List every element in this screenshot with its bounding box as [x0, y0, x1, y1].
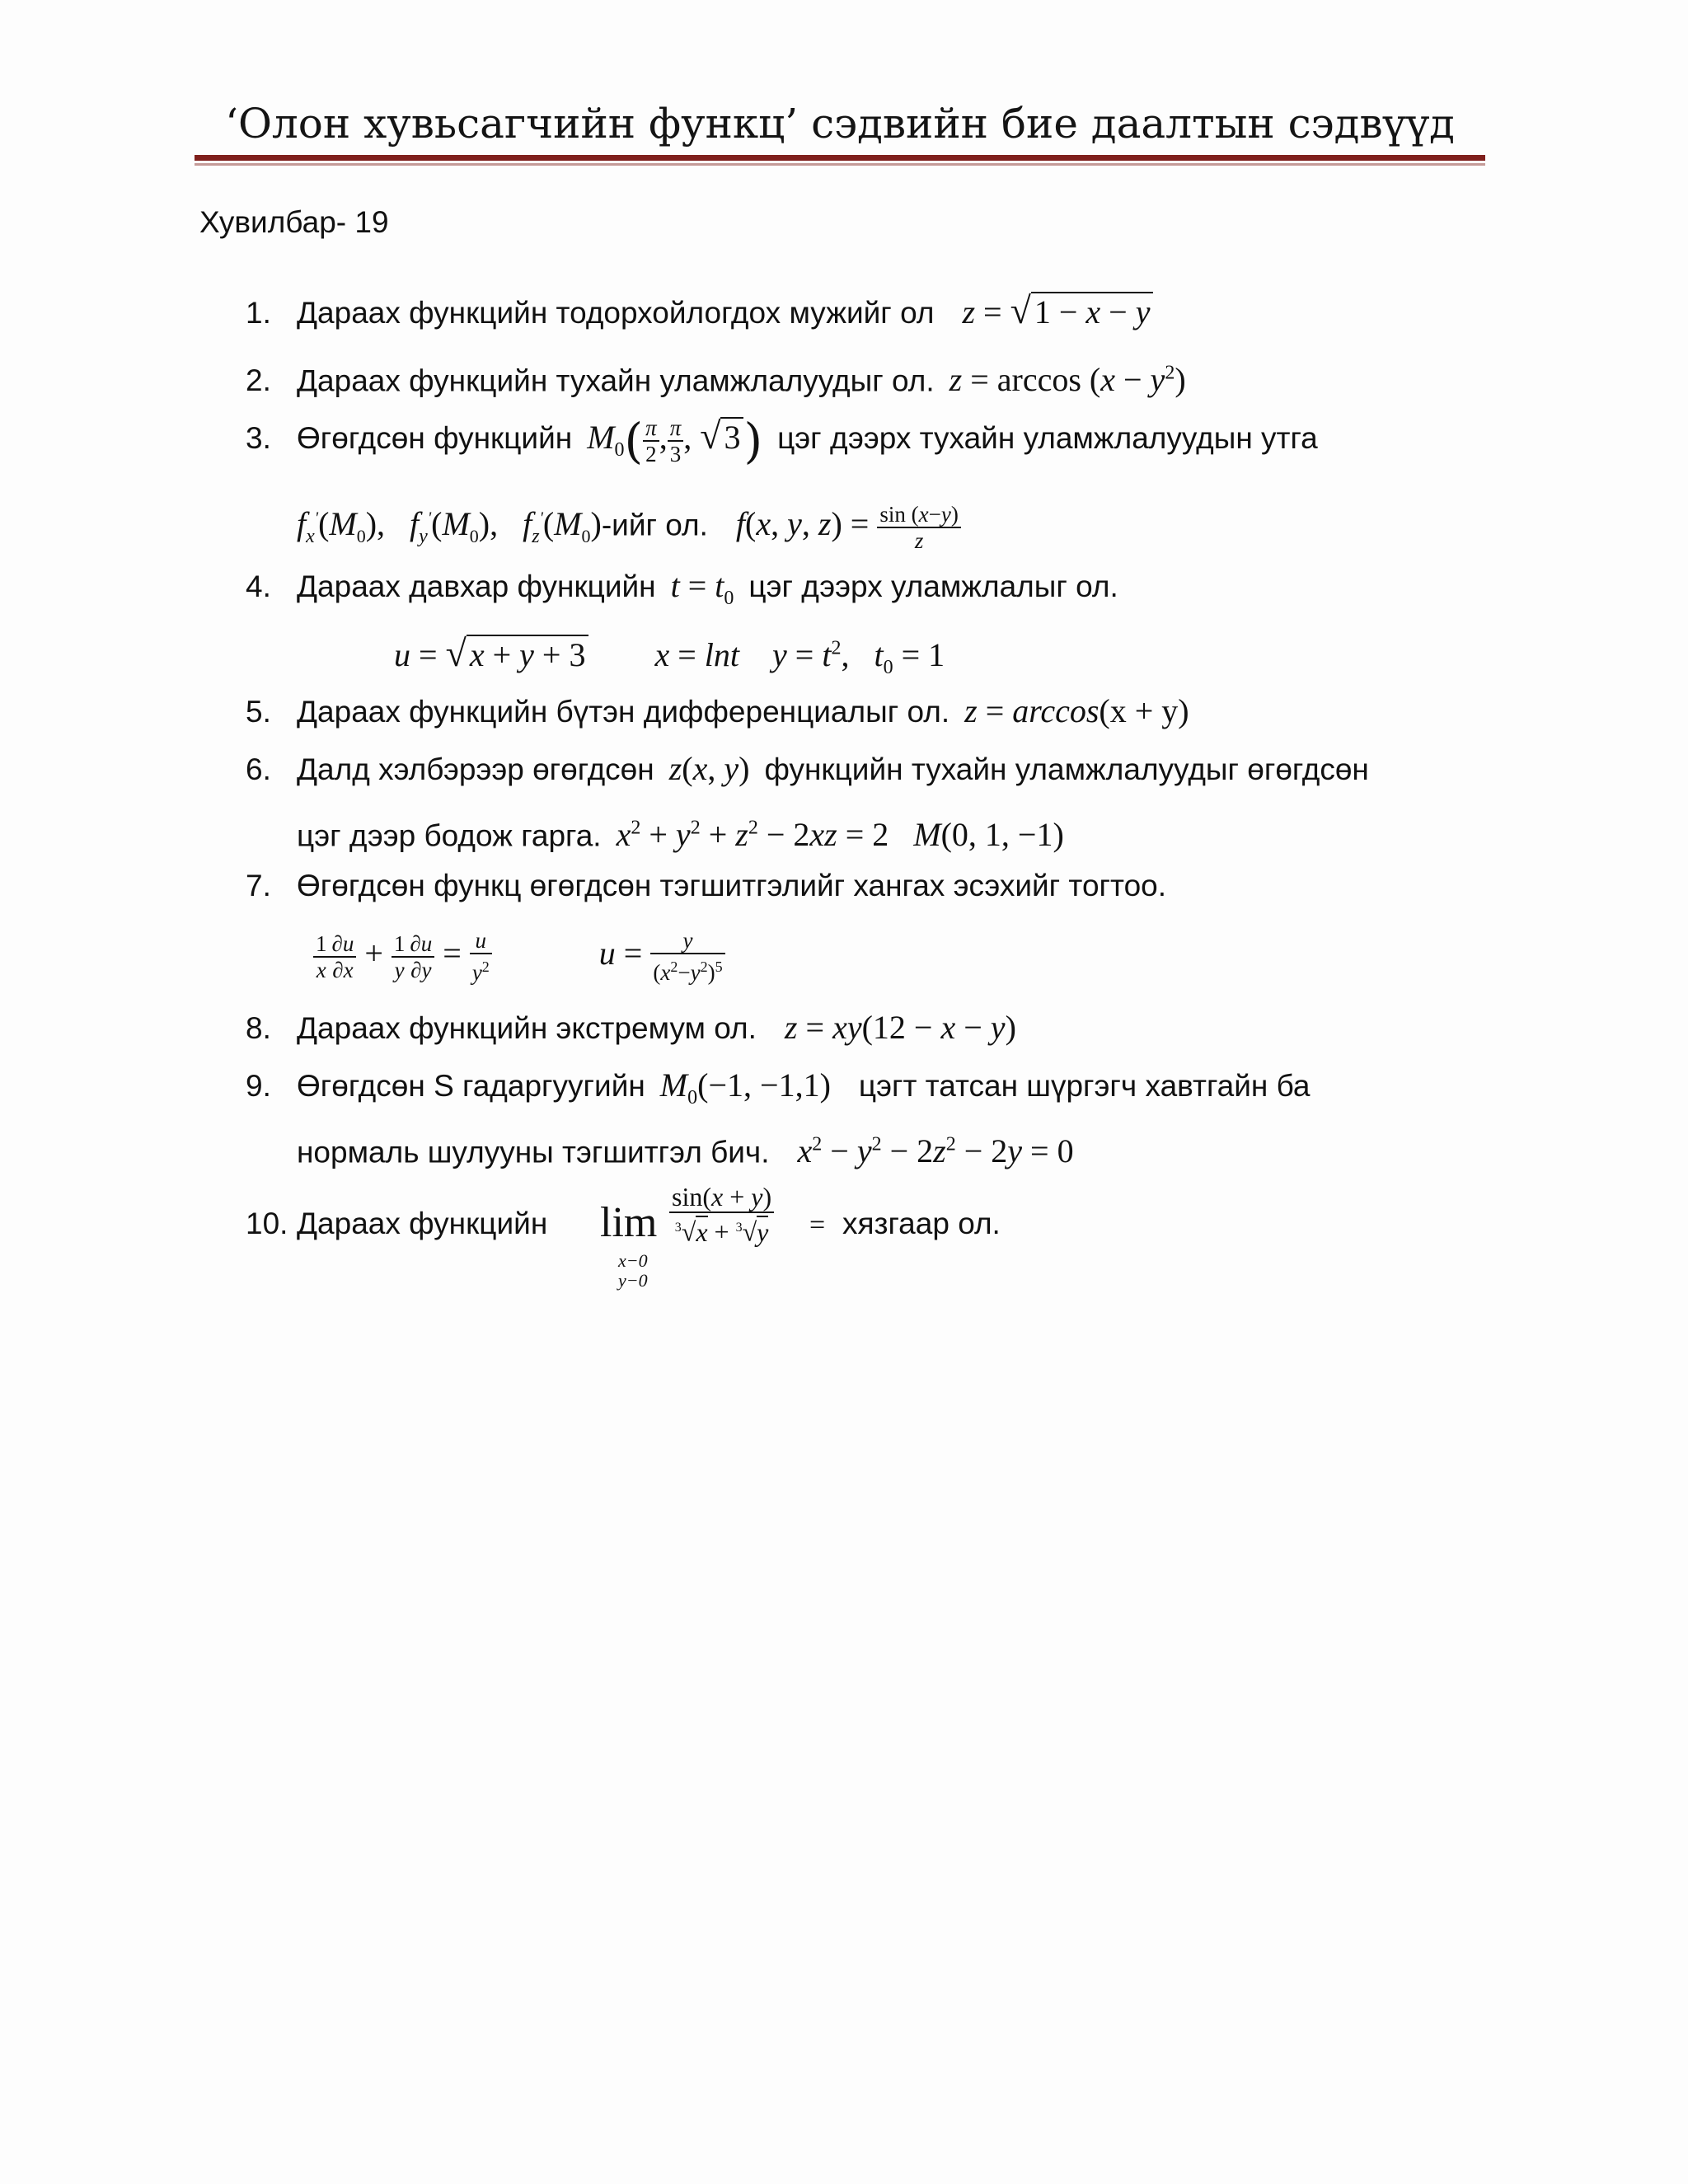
problem-6-formula: $x^2 + y^2 + z^2 - 2xz = 2$ M(0, 1, −1) [616, 816, 1064, 854]
problem-3-text-b: цэг дээрх тухайн уламжлалуудын утга [777, 421, 1318, 456]
problem-3-line-2 [297, 498, 961, 557]
problem-7-line-2 [313, 928, 725, 985]
problem-3: 3. Өгөгдсөн функцийн $M_0$( $\frac{\pi}{2}$ , $\frac{\pi}{3}$ , √ 3) цэг дээрх тухайн уламжлалуудын утга [246, 413, 1318, 469]
problem-6-text-a: Далд хэлбэрээр өгөгдсөн [297, 752, 654, 786]
problem-6: 6. Далд хэлбэрээр өгөгдсөн z(x, y) функцийн тухайн уламжлалуудыг өгөгдсөн [246, 750, 1369, 787]
problem-5-text: Дараах функцийн бүтэн дифференциалыг ол. [297, 695, 950, 729]
problem-2-formula: $z = \arccos (x - y^2)$ [949, 361, 1186, 399]
problem-1-formula: z = √ 1 − x − y [962, 293, 1153, 330]
problem-8: 8. Дараах функцийн экстремум ол. z = xy(12 − x − y) [246, 1009, 1016, 1046]
problem-8-formula: z = xy(12 − x − y) [784, 1009, 1016, 1046]
problem-5-formula: z = arccos(x + y) [964, 692, 1189, 729]
problem-6-text-b: функцийн тухайн уламжлалуудыг өгөгдсөн [764, 752, 1369, 786]
page-title: ‘Олон хувьсагчийн функц’ сэдвийн бие даалтын сэдвүүд [225, 100, 1455, 148]
problem-3-point: $M_0$( $\frac{\pi}{2}$ , $\frac{\pi}{3}$ , √ 3) [587, 413, 763, 469]
problem-4-point: $t = t_0$ [670, 567, 734, 609]
problem-7-equation: $\frac{1}{x}$ $\frac{\partial u}{\partial x}$ + $\frac{1}{y}$ $\frac{\partial u}{\partial y}$ = $\frac{u}{y^2}$ [313, 935, 492, 972]
problem-7-text: Өгөгдсөн функц өгөгдсөн тэгшитгэлийг хангах эсэхийг тогтоо. [297, 869, 1167, 902]
problem-4-line-2 [394, 628, 945, 688]
problem-4-formula: u = √ x + y + 3 x = lnt $y = t^2$, $t_0 = 1$ [394, 632, 945, 679]
problem-4-text-b: цэг дээрх уламжлалыг ол. [748, 569, 1118, 603]
problem-3-derivatives: $f_x'(M_0)$, $f_y'(M_0)$, $f_z'(M_0)$ [297, 505, 602, 548]
problem-9-point: $M_0(-1$, −1,1) [659, 1066, 831, 1108]
problem-5: 5. Дараах функцийн бүтэн дифференциалыг ол. z = arccos(x + y) [246, 692, 1189, 729]
problem-3-function: f(x, y, z) = $\frac{\sin (x-y)}{z}$ [736, 505, 961, 542]
variant-label: Хувилбар- 19 [199, 205, 389, 239]
problem-6-function: z(x, y) [668, 750, 750, 787]
problem-4-text-a: Дараах давхар функцийн [297, 569, 656, 603]
problem-9: 9. Өгөгдсөн S гадаргуугийн $M_0(-1$, −1,1) цэгт татсан шүргэгч хавтгайн ба [246, 1066, 1311, 1108]
problem-1: 1. Дараах функцийн тодорхойлогдох мужийг ол z = √ 1 − x − y [246, 290, 1153, 334]
problem-10-text-b: хязгаар ол. [842, 1207, 1001, 1240]
problem-6-text-c: цэг дээр бодож гарга. [297, 818, 602, 853]
problem-10: 10. Дараах функцийн [246, 1207, 548, 1240]
problem-9-line-2 [297, 1124, 1074, 1173]
problem-2-text: Дараах функцийн тухайн уламжлалуудыг ол. [297, 363, 935, 398]
problem-10-limit: lim x−0 y−0 $\frac{\sin(x + y)}{^3√x + ^3√y}$ = [600, 1182, 826, 1291]
problem-6-line-2 [297, 808, 1064, 856]
problem-8-text: Дараах функцийн экстремум ол. [297, 1011, 757, 1045]
problem-9-text-a: Өгөгдсөн S гадаргуугийн [297, 1069, 645, 1103]
problem-9-text-b: цэгт татсан шүргэгч хавтгайн ба [858, 1069, 1311, 1103]
problem-1-text: Дараах функцийн тодорхойлогдох мужийг ол [297, 296, 935, 330]
problem-4: 4. Дараах давхар функцийн $t = t_0$ цэг дээрх уламжлалыг ол. [246, 567, 1118, 609]
problem-3-text-c: -ийг ол. [601, 508, 708, 542]
header-rule-thick [195, 155, 1485, 161]
header-rule-thin [195, 163, 1485, 166]
problem-9-text-c: нормаль шулууны тэгшитгэл бич. [297, 1135, 770, 1169]
problem-3-text-a: Өгөгдсөн функцийн [297, 421, 573, 456]
problem-10-text-a: Дараах функцийн [297, 1207, 548, 1240]
problem-9-surface: $x^2 - y^2 - 2z^2 - 2y = 0$ [797, 1132, 1074, 1170]
problem-2: 2. Дараах функцийн тухайн уламжлалуудыг ол. $z = \arccos (x - y^2)$ [246, 361, 1186, 399]
problem-7: 7. Өгөгдсөн функц өгөгдсөн тэгшитгэлийг хангах эсэхийг тогтоо. [246, 869, 1167, 902]
problem-7-function: u = $\frac{y}{(x^2-y^2)^5}$ [599, 935, 725, 972]
